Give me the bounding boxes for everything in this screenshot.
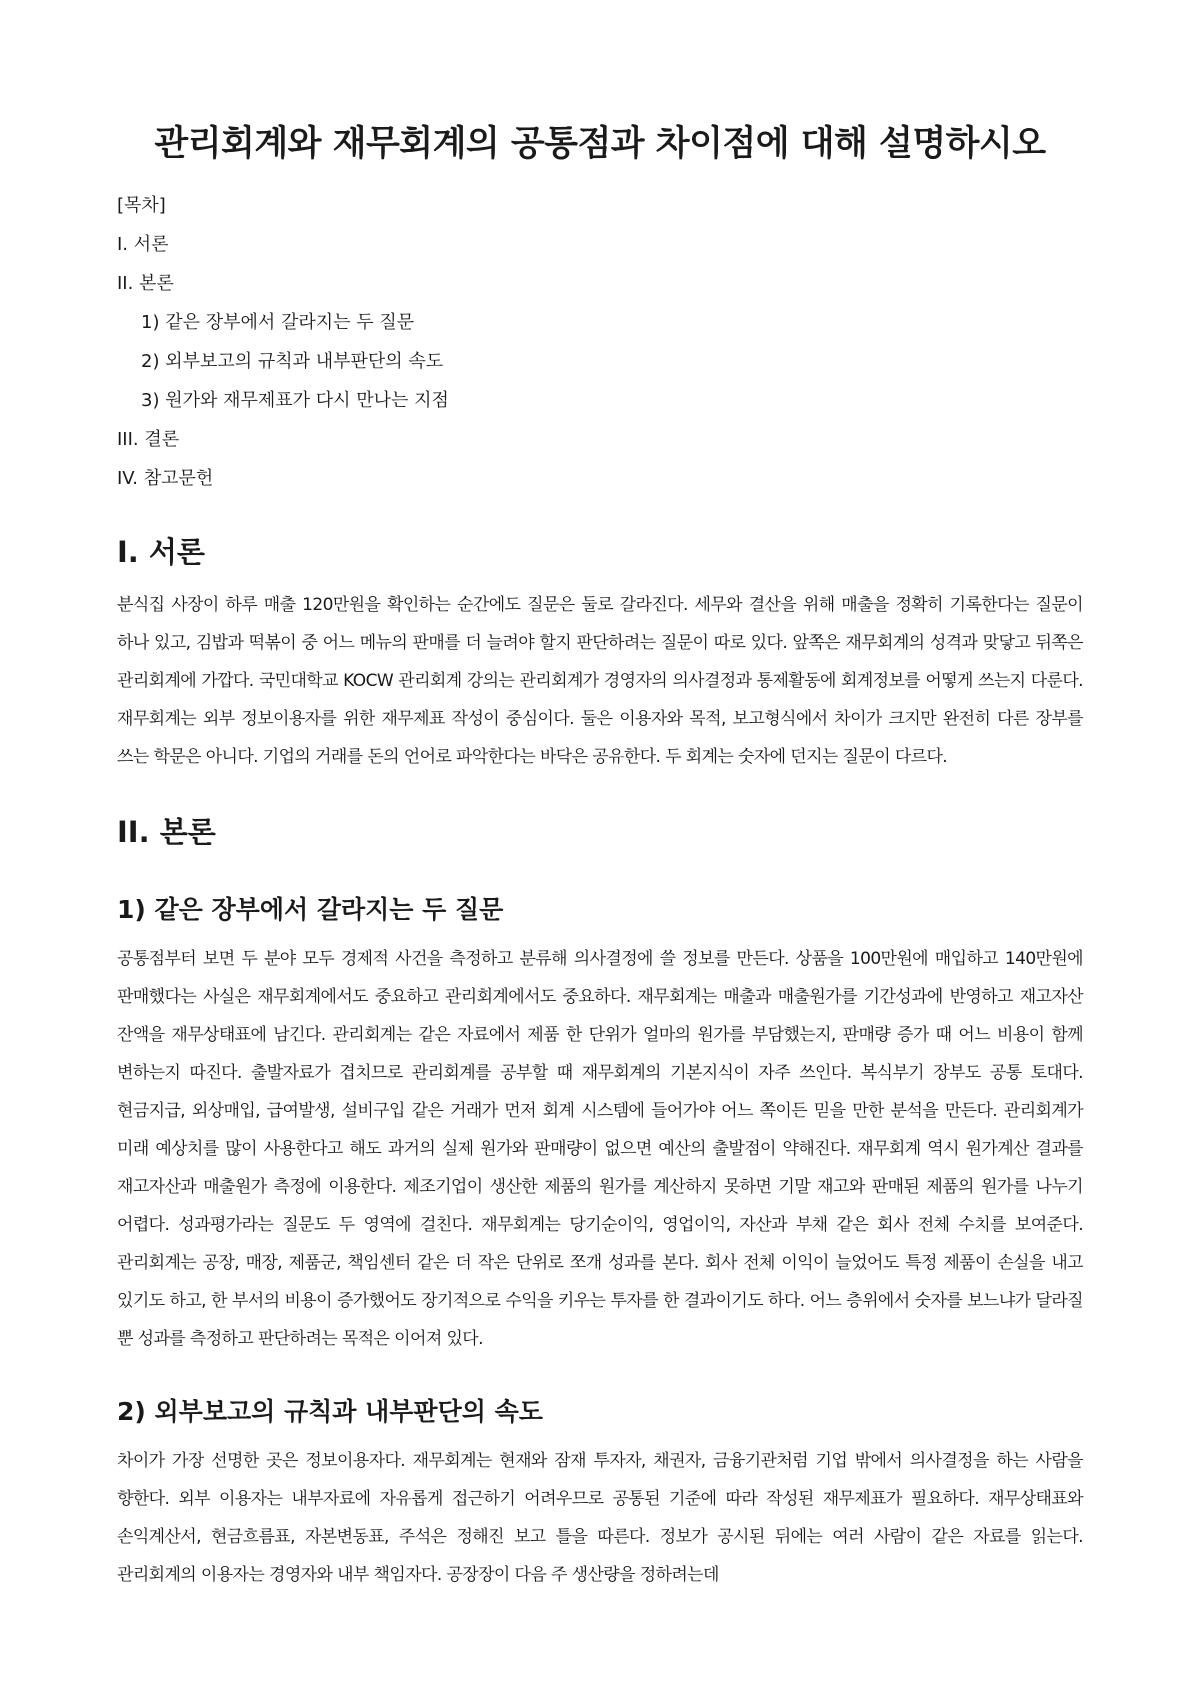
intro-paragraph: 분식집 사장이 하루 매출 120만원을 확인하는 순간에도 질문은 둘로 갈라진다. 세무와 결산을 위해 매출을 정확히 기록한다는 질문이 하나 있고, 김밥과 떡볶이 중 어느 메뉴의 판매를 더 늘려야 할지 판단하려는 질문이 따로 있다. 앞쪽은 재무회계의 성격과 맞닿고 뒤쪽은 관리회계에 가깝다. 국민대학교 KOCW 관리회계 강의는 관리회계가 경영자의 의사결정과 통제활동에 회계정보를 어떻게 쓰는지 다룬다. 재무회계는 외부 정보이용자를 위한 재무제표 작성이 중심이다. 둘은 이용자와 목적, 보고형식에서 차이가 크지만 완전히 다른 장부를 쓰는 학문은 아니다. 기업의 거래를 돈의 언어로 파악한다는 바닥은 공유한다. 두 회계는 숫자에 던지는 질문이 다르다.	[117, 595, 1083, 767]
body-heading: II. 본론	[117, 815, 216, 849]
toc-item-references: IV. 참고문헌	[117, 468, 214, 489]
intro-heading: I. 서론	[117, 535, 205, 569]
toc-heading: [목차]	[117, 195, 166, 216]
table-of-contents	[117, 186, 1083, 498]
toc-item-section-2: 2) 외부보고의 규칙과 내부판단의 속도	[141, 351, 444, 372]
section-1-heading: 1) 같은 장부에서 갈라지는 두 질문	[117, 895, 504, 924]
toc-item-intro: I. 서론	[117, 234, 169, 255]
toc-item-body: II. 본론	[117, 273, 174, 294]
section-2-heading: 2) 외부보고의 규칙과 내부판단의 속도	[117, 1397, 543, 1426]
document-title: 관리회계와 재무회계의 공통점과 차이점에 대해 설명하시오	[154, 124, 1046, 164]
toc-item-conclusion: III. 결론	[117, 429, 180, 450]
section-2-paragraph: 차이가 가장 선명한 곳은 정보이용자다. 재무회계는 현재와 잠재 투자자, 채권자, 금융기관처럼 기업 밖에서 의사결정을 하는 사람을 향한다. 외부 이용자는 내부자료에 자유롭게 접근하기 어려우므로 공통된 기준에 따라 작성된 재무제표가 필요하다. 재무상태표와 손익계산서, 현금흐름표, 자본변동표, 주석은 정해진 보고 틀을 따른다. 정보가 공시된 뒤에는 여러 사람이 같은 자료를 읽는다. 관리회계의 이용자는 경영자와 내부 책임자다. 공장장이 다음 주 생산량을 정하려는데	[117, 1451, 1083, 1585]
section-1-paragraph: 공통점부터 보면 두 분야 모두 경제적 사건을 측정하고 분류해 의사결정에 쓸 정보를 만든다. 상품을 100만원에 매입하고 140만원에 판매했다는 사실은 재무회계에서도 중요하고 관리회계에서도 중요하다. 재무회계는 매출과 매출원가를 기간성과에 반영하고 재고자산 잔액을 재무상태표에 남긴다. 관리회계는 같은 자료에서 제품 한 단위가 얼마의 원가를 부담했는지, 판매량 증가 때 어느 비용이 함께 변하는지 따진다. 출발자료가 겹치므로 관리회계를 공부할 때 재무회계의 기본지식이 자주 쓰인다. 복식부기 장부도 공통 토대다. 현금지급, 외상매입, 급여발생, 설비구입 같은 거래가 먼저 회계 시스템에 들어가야 어느 쪽이든 믿을 만한 분석을 만든다. 관리회계가 미래 예상치를 많이 사용한다고 해도 과거의 실제 원가와 판매량이 없으면 예산의 출발점이 약해진다. 재무회계 역시 원가계산 결과를 재고자산과 매출원가 측정에 이용한다. 제조기업이 생산한 제품의 원가를 계산하지 못하면 기말 재고와 판매된 제품의 원가를 나누기 어렵다. 성과평가라는 질문도 두 영역에 걸친다. 재무회계는 당기순이익, 영업이익, 자산과 부채 같은 회사 전체 수치를 보여준다. 관리회계는 공장, 매장, 제품군, 책임센터 같은 더 작은 단위로 쪼개 성과를 본다. 회사 전체 이익이 늘었어도 특정 제품이 손실을 내고 있기도 하고, 한 부서의 비용이 증가했어도 장기적으로 수익을 키우는 투자를 한 결과이기도 하다. 어느 층위에서 숫자를 보느냐가 달라질 뿐 성과를 측정하고 판단하려는 목적은 이어져 있다.	[117, 949, 1083, 1349]
toc-item-section-1: 1) 같은 장부에서 갈라지는 두 질문	[141, 312, 415, 333]
toc-item-section-3: 3) 원가와 재무제표가 다시 만나는 지점	[141, 390, 449, 411]
